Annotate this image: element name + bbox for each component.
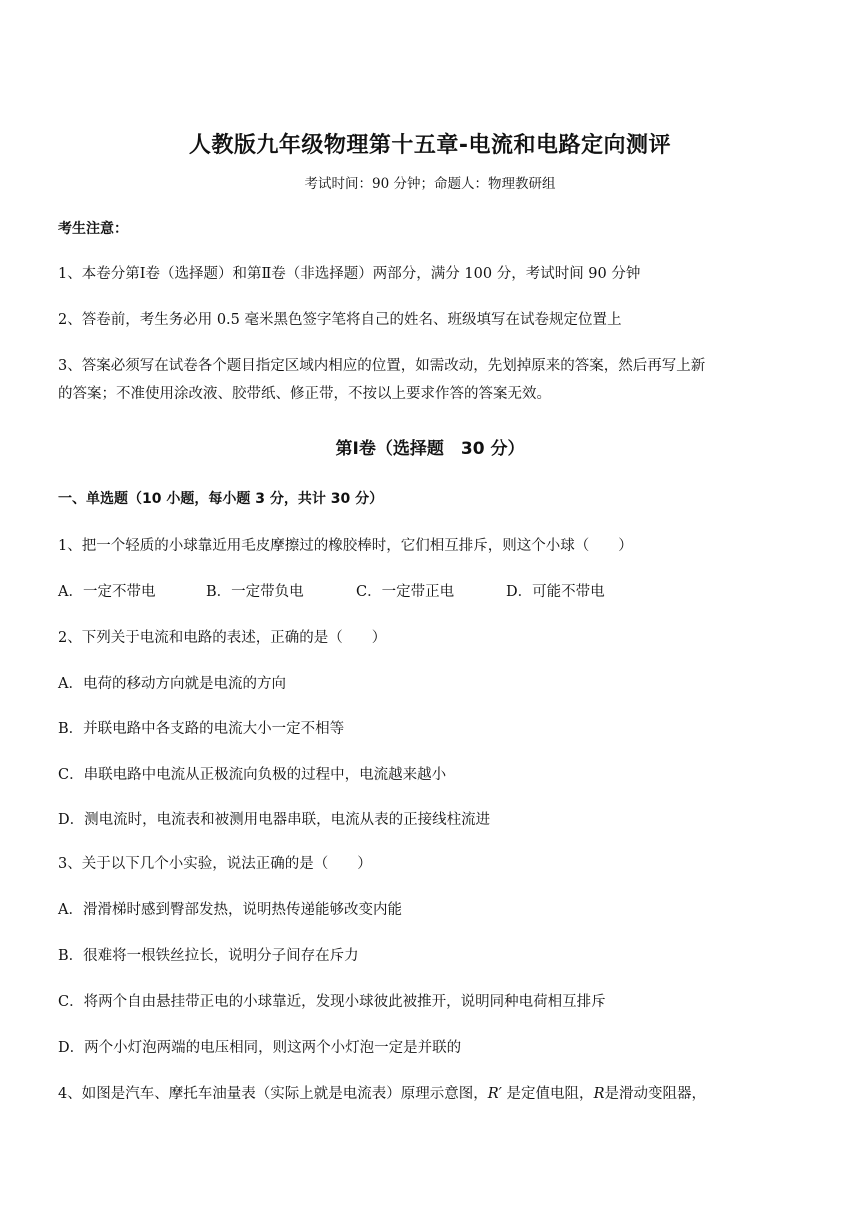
page-title: 人教版九年级物理第十五章-电流和电路定向测评 <box>188 133 672 158</box>
resistor-r-prime-symbol: R′ <box>487 1086 502 1102</box>
question-1-option-c: C．一定带正电 <box>356 584 455 600</box>
question-4-stem-part-3: 是滑动变阻器， <box>604 1086 706 1102</box>
question-4-stem-part-1: 4、如图是汽车、摩托车油量表（实际上就是电流表）原理示意图， <box>58 1086 488 1102</box>
question-3-option-c: C．将两个自由悬挂带正电的小球靠近，发现小球彼此被推开，说明同种电荷相互排斥 <box>58 994 606 1010</box>
question-3-option-a: A．滑滑梯时感到臀部发热，说明热传递能够改变内能 <box>58 902 402 918</box>
notice-item-3-continued: 的答案；不准使用涂改液、胶带纸、修正带，不按以上要求作答的答案无效。 <box>58 386 551 402</box>
question-1-options <box>58 580 808 601</box>
question-1-option-b: B．一定带负电 <box>206 584 304 600</box>
question-3-stem: 3、关于以下几个小实验，说法正确的是（ ） <box>58 856 372 872</box>
question-2-stem: 2、下列关于电流和电路的表述，正确的是（ ） <box>58 630 387 646</box>
question-3-option-b: B．很难将一根铁丝拉长，说明分子间存在斥力 <box>58 948 359 964</box>
exam-info: 考试时间：90 分钟；命题人：物理教研组 <box>304 176 556 192</box>
question-1-stem: 1、把一个轻质的小球靠近用毛皮摩擦过的橡胶棒时，它们相互排斥，则这个小球（ ） <box>58 538 633 554</box>
resistor-r-symbol: R <box>593 1086 605 1102</box>
notice-item-2: 2、答卷前，考生务必用 0.5 毫米黑色签字笔将自己的姓名、班级填写在试卷规定位置上 <box>58 312 622 328</box>
notice-item-3: 3、答案必须写在试卷各个题目指定区域内相应的位置，如需改动，先划掉原来的答案，然后再写上新 <box>58 358 706 374</box>
question-2-option-c: C．串联电路中电流从正极流向负极的过程中，电流越来越小 <box>58 767 447 783</box>
notice-item-1: 1、本卷分第Ⅰ卷（选择题）和第Ⅱ卷（非选择题）两部分，满分 100 分，考试时间 90 分钟 <box>58 266 641 282</box>
question-3-option-d: D．两个小灯泡两端的电压相同，则这两个小灯泡一定是并联的 <box>58 1040 462 1056</box>
notice-heading: 考生注意： <box>58 221 128 237</box>
question-4-stem <box>58 1082 808 1103</box>
question-4-stem-part-2: 是定值电阻， <box>501 1086 594 1102</box>
question-2-option-d: D．测电流时，电流表和被测用电器串联，电流从表的正接线柱流进 <box>58 812 491 828</box>
section-title: 第Ⅰ卷（选择题 30 分） <box>335 439 525 459</box>
question-1-option-a: A．一定不带电 <box>58 584 156 600</box>
part-heading: 一、单选题（10 小题，每小题 3 分，共计 30 分） <box>58 491 384 507</box>
question-1-option-d: D．可能不带电 <box>506 584 605 600</box>
question-2-option-b: B．并联电路中各支路的电流大小一定不相等 <box>58 721 345 737</box>
question-2-option-a: A．电荷的移动方向就是电流的方向 <box>58 676 286 692</box>
